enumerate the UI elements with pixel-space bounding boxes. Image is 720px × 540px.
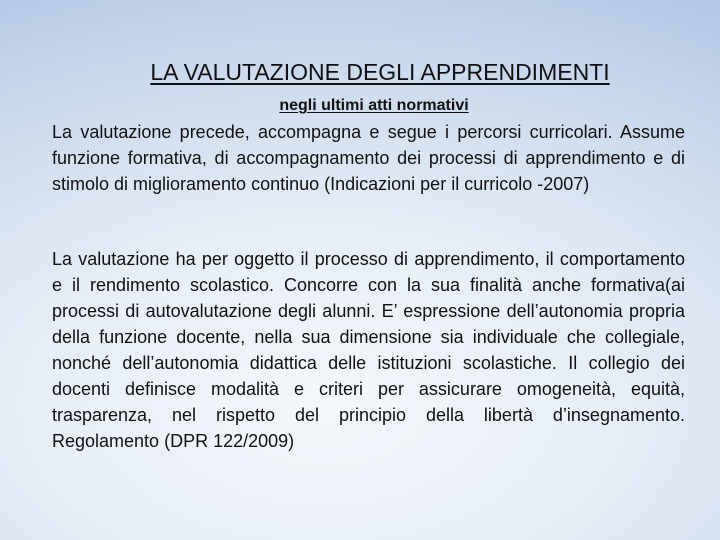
slide-title: LA VALUTAZIONE DEGLI APPRENDIMENTI <box>150 59 610 85</box>
slide-subtitle: negli ultimi atti normativi <box>279 97 469 114</box>
paragraph-indicazioni: La valutazione precede, accompagna e segue i percorsi curricolari. Assume funzione formativa, di accompagnamento dei processi di apprendimento e di stimolo di miglioramento continuo (Indicazioni per il curricolo -2007) <box>52 122 685 194</box>
paragraph-regolamento: La valutazione ha per oggetto il processo di apprendimento, il comportamento e il rendimento scolastico. Concorre con la sua finalità anche formativa(ai processi di autovalutazione degli alunni. E’ espressione dell’autonomia propria della funzione docente, nella sua dimensione sia individuale che collegiale, nonché dell’autonomia didattica delle istituzioni scolastiche. Il collegio dei docenti definisce modalità e criteri per assicurare omogeneità, equità, trasparenza, nel rispetto del principio della libertà d’insegnamento. Regolamento (DPR 122/2009) <box>52 249 685 451</box>
